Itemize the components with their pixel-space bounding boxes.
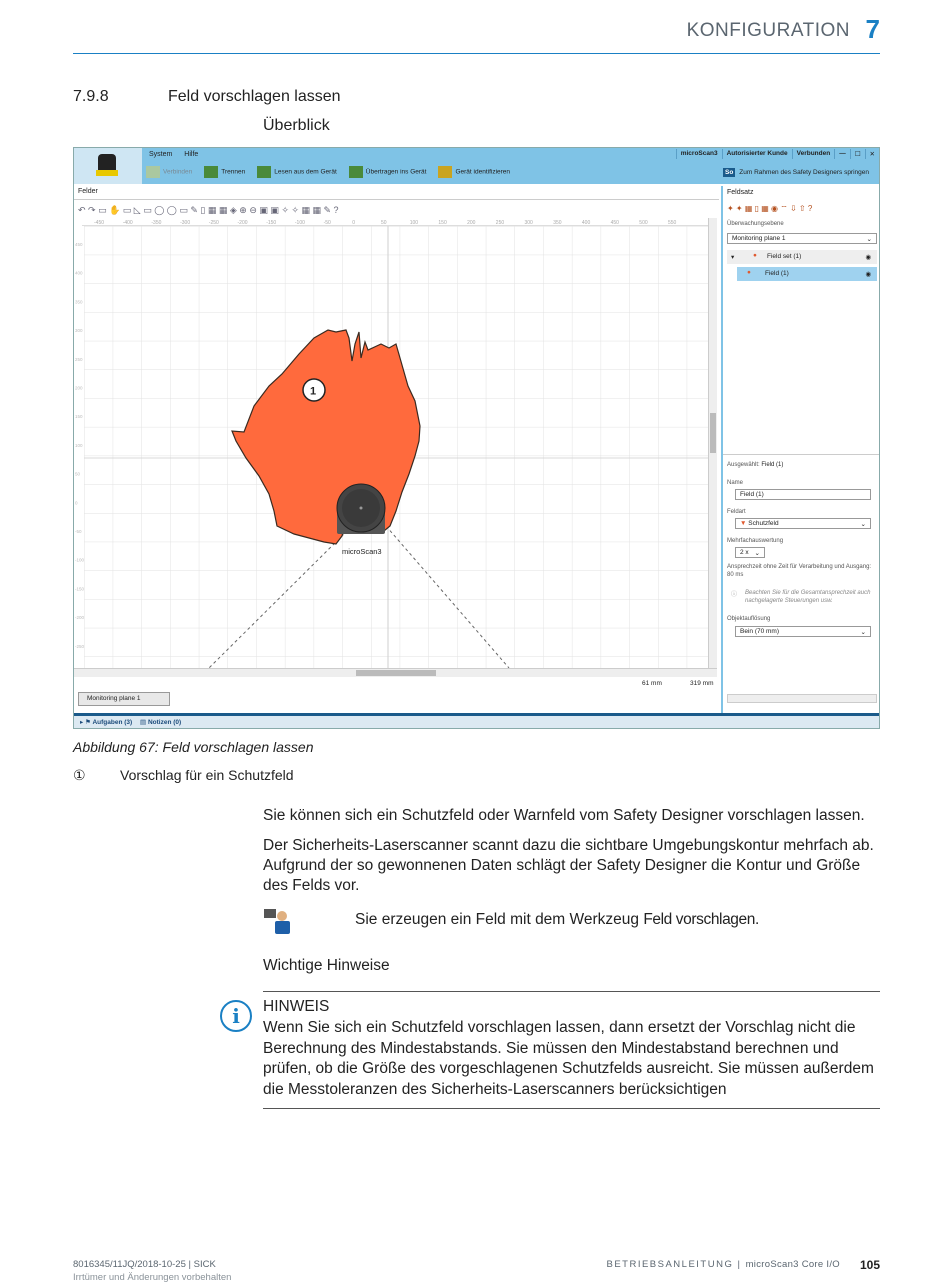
fields-toolbar-icons[interactable]	[74, 202, 434, 218]
ruler-tick-label: 400	[75, 270, 83, 276]
resolution-select[interactable]: Bein (70 mm) ⌄	[735, 626, 871, 637]
identify-device-button[interactable]: Gerät identifizieren	[438, 166, 510, 178]
ruler-tick-label: -450	[94, 220, 105, 226]
tab-monitoring-plane[interactable]: Monitoring plane 1	[78, 692, 170, 706]
section-number: 7.9.8	[73, 88, 109, 105]
monitoring-select[interactable]: Monitoring plane 1 ⌄	[727, 233, 877, 244]
connect-icon	[146, 166, 160, 178]
ruler-tick-label: 250	[495, 220, 505, 226]
ruler-tick-label: -200	[75, 615, 84, 621]
device-toolbar	[146, 166, 510, 178]
read-icon	[257, 166, 271, 178]
ruler-tick-label: 100	[75, 442, 83, 448]
ruler-tick-label: 50	[75, 471, 81, 477]
ruler-tick-label: 0	[75, 500, 78, 506]
panel-scrollbar[interactable]	[727, 694, 877, 703]
name-label: Name	[727, 480, 744, 486]
device-logo	[74, 148, 142, 184]
note-text: Wenn Sie sich ein Schutzfeld vorschlagen lassen, dann ersetzt der Vorschlag nicht die Berechnung des Mindestabstands. Sie müssen den Mindestabstand berechnen und prüfen, ob die Größe des vorgeschlagenen Schutzfelds ausreicht. Sie müssen außerdem die Messtoleranzen des Sicherheits-Laserscanners berücksichtigen	[263, 1019, 874, 1098]
monitoring-label: Überwachungsebene	[727, 221, 784, 227]
horizontal-ruler	[82, 218, 712, 226]
close-button[interactable]: ✕	[865, 149, 879, 159]
section-title: Feld vorschlagen lassen	[168, 88, 341, 105]
note-bottom-rule	[263, 1108, 880, 1109]
field-editor-canvas[interactable]	[84, 226, 709, 668]
ruler-tick-label: 250	[75, 356, 83, 362]
selected-info: Ausgewählt: Field (1)	[727, 462, 784, 468]
window-status-buttons	[676, 149, 879, 159]
callout-number: 1	[310, 385, 317, 398]
svg-text:↶ ↷ ▭ ✋ ▭ ◺ ▭ ◯ ◯ ▭ ✎ ▯ ▦: ↶ ↷ ▭ ✋ ▭ ◺ ▭ ◯ ◯ ▭ ✎ ▯ ▦ ▦ ◈ ⊕ ⊖ ▣ ▣ ✧ ✧ ▦ ▦ ✎ ?	[78, 205, 339, 215]
menu-system[interactable]: System	[149, 151, 173, 158]
ruler-tick-label: -200	[237, 220, 248, 226]
maximize-button[interactable]: ☐	[850, 149, 865, 159]
name-input[interactable]: Field (1)	[735, 489, 871, 500]
header-divider	[73, 53, 880, 54]
ruler-tick-label: 150	[75, 414, 83, 420]
ruler-tick-label: 300	[524, 220, 533, 226]
menu-help[interactable]: Hilfe	[184, 151, 199, 158]
note-title: HINWEIS	[263, 998, 330, 1015]
tree-fieldset[interactable]: ▾ ● Field set (1) ◉	[727, 250, 877, 264]
paragraph-3: Sie erzeugen ein Feld mit dem Werkzeug Feld vorschlagen.	[355, 911, 760, 928]
read-from-device-button[interactable]: Lesen aus dem Gerät	[257, 166, 337, 178]
ruler-tick-label: -250	[75, 643, 84, 649]
paragraph-1: Sie können sich ein Schutzfeld oder Warnfeld vom Safety Designer vorschlagen lassen.	[263, 807, 865, 824]
connection-status: Verbunden	[792, 149, 835, 159]
resolution-label: Objektauflösung	[727, 616, 771, 622]
ruler-tick-label: 200	[75, 385, 83, 391]
figure-caption: Abbildung 67: Feld vorschlagen lassen	[73, 739, 314, 755]
note-top-rule	[263, 991, 880, 992]
ruler-tick-label: -250	[208, 220, 219, 226]
minimize-button[interactable]: —	[834, 149, 850, 159]
so-badge: So	[724, 169, 734, 176]
ruler-tick-label: 500	[639, 220, 648, 226]
jump-to-frame-link[interactable]: So Zum Rahmen des Safety Designers springen	[724, 169, 869, 176]
legend-text: Vorschlag für ein Schutzfeld	[120, 767, 294, 783]
ruler-tick-label: 300	[75, 328, 83, 334]
identify-icon	[438, 166, 452, 178]
transfer-to-device-button[interactable]: Übertragen ins Gerät	[349, 166, 427, 178]
ruler-tick-label: -150	[75, 586, 84, 592]
ruler-tick-label: -300	[180, 220, 191, 226]
fields-toolbar	[74, 202, 719, 218]
ruler-tick-label: 100	[409, 220, 419, 226]
fieldset-panel	[721, 186, 880, 713]
footer-doc-type: BETRIEBSANLEITUNG | microScan3 Core I/O	[606, 1259, 840, 1270]
footer-disclaimer: Irrtümer und Änderungen vorbehalten	[73, 1272, 232, 1283]
canvas-vertical-scrollbar[interactable]	[708, 218, 717, 668]
tool-name: Feld vorschlagen	[643, 911, 755, 928]
scanner-label: microScan3	[342, 547, 382, 556]
fields-panel-title: Felder	[74, 186, 719, 200]
ruler-tick-label: 450	[75, 242, 83, 247]
ruler-tick-label: 50	[381, 220, 387, 226]
fieldtype-select[interactable]: ▼ Schutzfeld ⌄	[735, 518, 871, 529]
ruler-tick-label: -100	[75, 557, 84, 563]
disconnect-button[interactable]: Trennen	[204, 166, 245, 178]
device-name: microScan3	[676, 149, 722, 159]
fieldtype-label: Feldart	[727, 509, 746, 515]
hint-note: Beachten Sie für die Gesamtansprechzeit auch nachgelagerte Steuerungen usw.	[745, 590, 871, 604]
vertical-ruler	[74, 226, 84, 666]
legend-marker: ①	[73, 767, 86, 783]
footer-doc-id: 8016345/11JQ/2018-10-25 | SICK	[73, 1259, 216, 1270]
ruler-tick-label: -400	[122, 220, 133, 226]
paragraph-2: Der Sicherheits-Laserscanner scannt dazu die sichtbare Umgebungskontur mehrfach ab. Aufgrund der so gewonnenen Daten schlägt der Safety Designer die Kontur und Größe des Felds vor.	[263, 837, 874, 894]
section-subtitle: Überblick	[263, 117, 330, 134]
ruler-tick-label: 550	[668, 220, 677, 226]
ruler-tick-label: 200	[467, 220, 476, 226]
fieldset-title: Feldsatz	[727, 189, 754, 196]
chapter-number: 7	[865, 14, 880, 44]
ruler-tick-label: -100	[294, 220, 305, 226]
ruler-tick-label: -150	[266, 220, 277, 226]
figure-screenshot	[73, 147, 880, 729]
tasks-tab[interactable]: ▸ ⚑ Aufgaben (3)	[80, 719, 133, 726]
ruler-tick-label: -350	[151, 220, 162, 226]
user-level[interactable]: Autorisierter Kunde	[722, 149, 792, 159]
action-icon	[262, 905, 292, 935]
important-heading: Wichtige Hinweise	[263, 957, 390, 974]
ruler-tick-label: 150	[438, 220, 447, 226]
response-time-note: Ansprechzeit ohne Zeit für Verarbeitung und Ausgang: 80 ms	[727, 564, 872, 578]
chapter-title: KONFIGURATION	[686, 20, 850, 41]
info-icon: i	[220, 1000, 252, 1032]
canvas-status-bar	[74, 678, 719, 690]
ruler-tick-label: 450	[610, 220, 619, 226]
notes-tab[interactable]: ▤ Notizen (0)	[140, 719, 182, 726]
status-y: 319 mm	[690, 680, 714, 687]
ruler-tick-label: -50	[323, 220, 331, 226]
ruler-tick-label: 400	[581, 220, 591, 226]
multi-eval-label: Mehrfachauswertung	[727, 538, 784, 544]
multi-eval-select[interactable]: 2 x ⌄	[735, 547, 765, 558]
canvas-horizontal-scrollbar[interactable]	[74, 668, 717, 677]
info-small-icon: ⓘ	[731, 592, 738, 598]
status-x: 61 mm	[642, 680, 662, 687]
transfer-icon	[349, 166, 363, 178]
ruler-tick-label: 350	[75, 299, 83, 305]
fieldset-toolbar[interactable]: ✦ ✦ ▦ ▯ ▦ ◉ ⌔ ⇩ ⇧ ?	[727, 204, 813, 213]
ruler-tick-label: -50	[75, 529, 82, 534]
page-number: 105	[859, 1258, 880, 1272]
connect-button[interactable]: Verbinden	[146, 166, 192, 178]
menu-bar	[149, 151, 208, 158]
ruler-tick-label: 0	[352, 220, 356, 226]
tree-field-selected[interactable]: ● Field (1) ◉	[737, 267, 877, 281]
disconnect-icon	[204, 166, 218, 178]
ruler-tick-label: 350	[553, 220, 562, 226]
bottom-panel	[74, 713, 880, 729]
